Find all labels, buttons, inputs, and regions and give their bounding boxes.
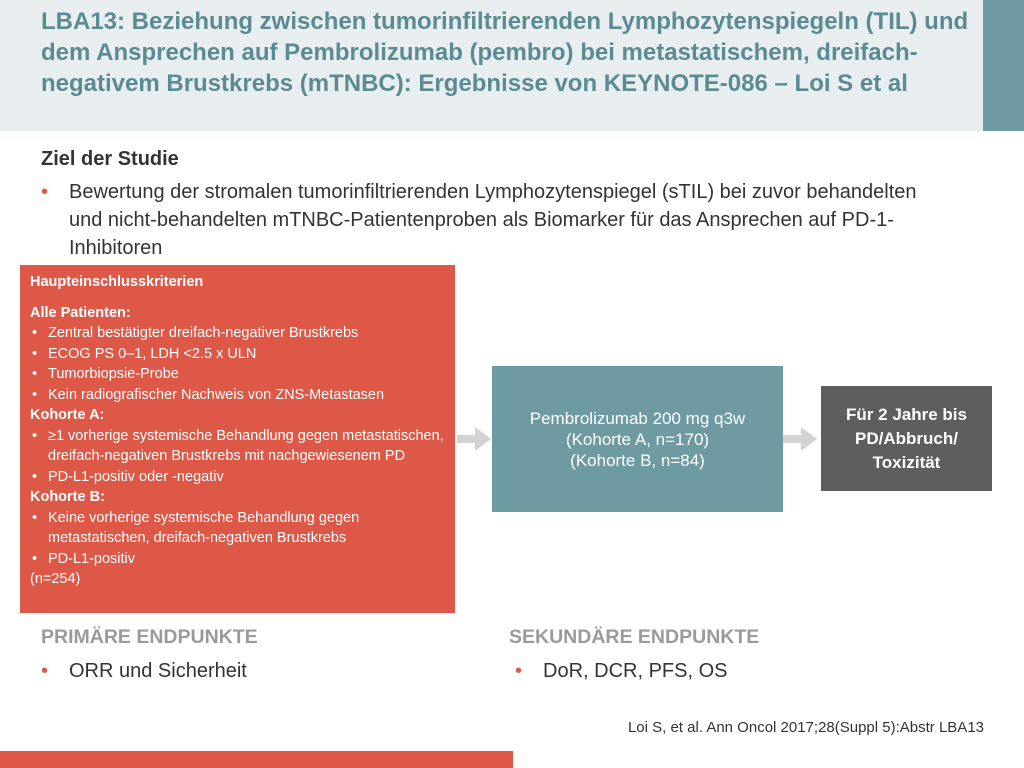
treatment-regimen: Pembrolizumab 200 mg q3w (529, 408, 746, 428)
primary-endpoint-text: ORR und Sicherheit (69, 660, 247, 682)
criteria-sample-size: (n=254) (30, 571, 81, 587)
aim-item (41, 178, 941, 262)
inclusion-criteria-box (20, 265, 455, 613)
aim-list (41, 178, 941, 262)
criteria-item (30, 323, 445, 344)
criteria-all-patients-label: Alle Patienten: (30, 304, 131, 321)
title-accent-bar (983, 0, 1024, 131)
criteria-item-text: ≥1 vorherige systemische Behandlung gegen metastatischen, dreifach-negativen Brustkrebs mit nachgewiesenem PD (48, 427, 444, 464)
criteria-item-text: PD-L1-positiv oder -negativ (48, 468, 224, 485)
bullet: • (32, 509, 38, 526)
criteria-item-text: Zentral bestätigter dreifach-negativer Brustkrebs (48, 325, 359, 341)
arrow-right-icon (783, 427, 817, 451)
slide-title: LBA13: Beziehung zwischen tumorinfiltrierenden Lymphozytenspiegeln (TIL) und dem Ansprechen auf Pembrolizumab (pembro) bei metastatischem, dreifach-negativem Brustkrebs (mTNBC): Ergebnisse von KEYNOTE-086 – Loi S et al (41, 8, 969, 97)
bullet: • (32, 468, 38, 485)
bullet: • (32, 366, 38, 382)
duration-line-3: Toxizität (872, 452, 941, 472)
aim-heading: Ziel der Studie (41, 148, 179, 170)
bullet: • (41, 660, 49, 682)
secondary-endpoint-item (515, 657, 727, 685)
criteria-all-patients-list (30, 323, 445, 405)
criteria-cohort-a-list (30, 426, 445, 488)
treatment-box (492, 366, 783, 512)
bullet: • (515, 660, 523, 682)
criteria-item-text: Keine vorherige systemische Behandlung gegen metastatischen, dreifach-negativen Brustkrebs (48, 509, 360, 546)
criteria-item-text: Tumorbiopsie-Probe (48, 366, 179, 382)
criteria-item (30, 549, 445, 570)
primary-endpoints-heading: PRIMÄRE ENDPUNKTE (41, 626, 258, 648)
bullet: • (41, 181, 49, 203)
reference-citation: Loi S, et al. Ann Oncol 2017;28(Suppl 5):Abstr LBA13 (627, 719, 984, 736)
criteria-cohort-a-label: Kohorte A: (30, 407, 105, 423)
treatment-cohort-a: (Kohorte A, n=170) (565, 429, 710, 449)
criteria-item (30, 344, 445, 365)
primary-endpoint-item (41, 657, 247, 685)
criteria-item-text: Kein radiografischer Nachweis von ZNS-Metastasen (48, 386, 385, 403)
criteria-item (30, 364, 445, 385)
criteria-title: Haupteinschlusskriterien (30, 274, 204, 290)
bullet: • (32, 386, 38, 403)
bullet: • (32, 550, 38, 567)
criteria-item (30, 385, 445, 406)
duration-line-2: PD/Abbruch/ (855, 428, 958, 448)
criteria-item-text: ECOG PS 0–1, LDH <2.5 x ULN (48, 345, 257, 362)
criteria-item (30, 508, 445, 549)
secondary-endpoint-text: DoR, DCR, PFS, OS (543, 660, 728, 682)
bullet: • (32, 427, 38, 444)
bottom-accent-bar (0, 751, 513, 768)
criteria-cohort-b-list (30, 508, 445, 570)
treatment-cohort-b: (Kohorte B, n=84) (570, 450, 705, 470)
secondary-endpoints-heading: SEKUNDÄRE ENDPUNKTE (509, 626, 760, 648)
aim-item-text: Bewertung der stromalen tumorinfiltrierenden Lymphozytenspiegel (sTIL) bei zuvor behandelten und nicht-behandelten mTNBC-Patientenproben als Biomarker für das Ansprechen auf PD-1-Inhibitoren (69, 181, 917, 259)
duration-box (821, 386, 992, 491)
criteria-item (30, 467, 445, 488)
criteria-item (30, 426, 445, 467)
arrow-right-icon (457, 427, 491, 451)
duration-line-1: Für 2 Jahre bis (846, 404, 967, 424)
criteria-item-text: PD-L1-positiv (48, 550, 136, 567)
bullet: • (32, 325, 38, 341)
criteria-cohort-b-label: Kohorte B: (30, 489, 105, 505)
bullet: • (32, 345, 38, 362)
